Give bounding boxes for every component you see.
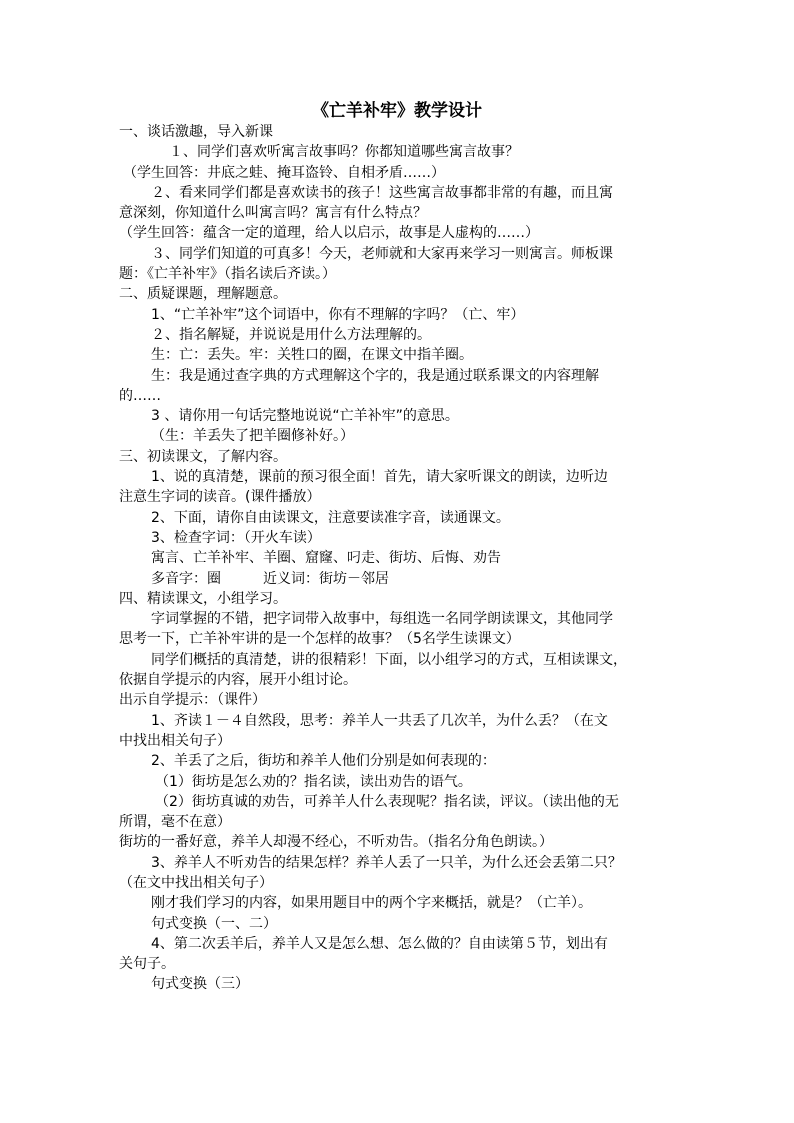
text-line: ３、同学们知道的可真多！今天，老师就和大家再来学习一则寓言。师板课 [151, 245, 613, 262]
text-line: 所谓，毫不在意） [119, 814, 231, 831]
text-line: 中找出相关句子） [119, 732, 231, 749]
text-line: 3 、请你用一句话完整地说说“亡羊补牢”的意思。 [151, 408, 459, 425]
document-title: 《亡羊补牢》教学设计 [312, 101, 482, 121]
text-line: 2、羊丢了之后，街坊和养羊人他们分别是如何表现的： [151, 753, 496, 770]
text-line: 3、检查字词：（开火车读） [151, 529, 321, 546]
text-line: （2）街坊真诚的劝告，可养羊人什么表现呢？指名读，评议。（读出他的无 [155, 793, 619, 810]
text-line: 寓言、亡羊补牢、羊圈、窟窿、叼走、街坊、后悔、劝告 [151, 550, 501, 567]
text-line: 生：亡：丢失。牢：关牲口的圈，在课文中指羊圈。 [151, 347, 473, 364]
text-line: 四、精读课文，小组学习。 [119, 590, 287, 607]
text-line: 的…… [119, 387, 161, 404]
text-line: 刚才我们学习的内容，如果用题目中的两个字来概括，就是？（亡羊）。 [151, 895, 592, 912]
text-line: 思考一下，亡羊补牢讲的是一个怎样的故事？（5名学生读课文） [119, 631, 520, 648]
text-line: 多音字：圈 近义词：街坊－邻居 [151, 570, 389, 587]
text-line: 3、养羊人不听劝告的结果怎样？养羊人丢了一只羊，为什么还会丢第二只？ [151, 854, 622, 871]
text-line: 句式变换（一、二） [151, 915, 277, 932]
text-line: 街坊的一番好意，养羊人却漫不经心，不听劝告。（指名分角色朗读。） [119, 834, 553, 851]
text-line: 同学们概括的真清楚，讲的很精彩！下面，以小组学习的方式，互相读课文， [151, 651, 627, 668]
text-line: 生：我是通过查字典的方式理解这个字的，我是通过联系课文的内容理解 [151, 367, 599, 384]
text-line: ２、指名解疑，并说说是用什么方法理解的。 [151, 326, 431, 343]
text-line: 三、初读课文，了解内容。 [119, 448, 287, 465]
text-line: 句式变换（三） [151, 976, 249, 993]
text-line: 一、谈话激趣，导入新课 [119, 124, 273, 140]
text-line: （学生回答：蕴含一定的道理，给人以启示，故事是人虚构的……） [119, 225, 539, 242]
text-line: ２、看来同学们都是喜欢读书的孩子！这些寓言故事都非常的有趣，而且寓 [151, 184, 613, 201]
text-line: 关句子。 [119, 956, 175, 973]
text-line: 注意生字词的读音。(课件播放） [119, 489, 321, 506]
text-line: 1、“亡羊补牢”这个词语中，你有不理解的字吗？（亡、牢） [151, 306, 525, 323]
text-line: 1、齐读１－４自然段，思考：养羊人一共丢了几次羊，为什么丢？（在文 [151, 712, 608, 729]
text-line: 字词掌握的不错，把字词带入故事中，每组选一名同学朗读课文，其他同学 [151, 611, 613, 628]
text-line: （生：羊丢失了把羊圈修补好。） [151, 428, 354, 445]
text-line: 4、第二次丢羊后，养羊人又是怎么想、怎么做的？自由读第５节，划出有 [151, 935, 608, 952]
text-line: 依据自学提示的内容，展开小组讨论。 [119, 672, 357, 689]
text-line: 2、下面，请你自由读课文，注意要读准字音，读通课文。 [151, 509, 510, 526]
text-line: 二、质疑课题，理解题意。 [119, 286, 287, 303]
document-body [119, 122, 681, 995]
text-line: 1、说的真清楚，课前的预习很全面！首先，请大家听课文的朗读，边听边 [151, 469, 608, 486]
text-line: （学生回答：井底之蛙、掩耳盗铃、自相矛盾……） [123, 164, 445, 181]
text-line: 出示自学提示：（课件） [119, 692, 266, 709]
text-line: （在文中找出相关句子） [119, 874, 273, 891]
text-line: 意深刻，你知道什么叫寓言吗？寓言有什么特点？ [119, 205, 427, 222]
text-line: （1）街坊是怎么劝的？指名读，读出劝告的语气。 [155, 773, 472, 790]
text-line: 题：《亡羊补牢》（指名读后齐读。） [119, 266, 336, 283]
text-line: １、同学们喜欢听寓言故事吗？你都知道哪些寓言故事？ [169, 144, 519, 161]
